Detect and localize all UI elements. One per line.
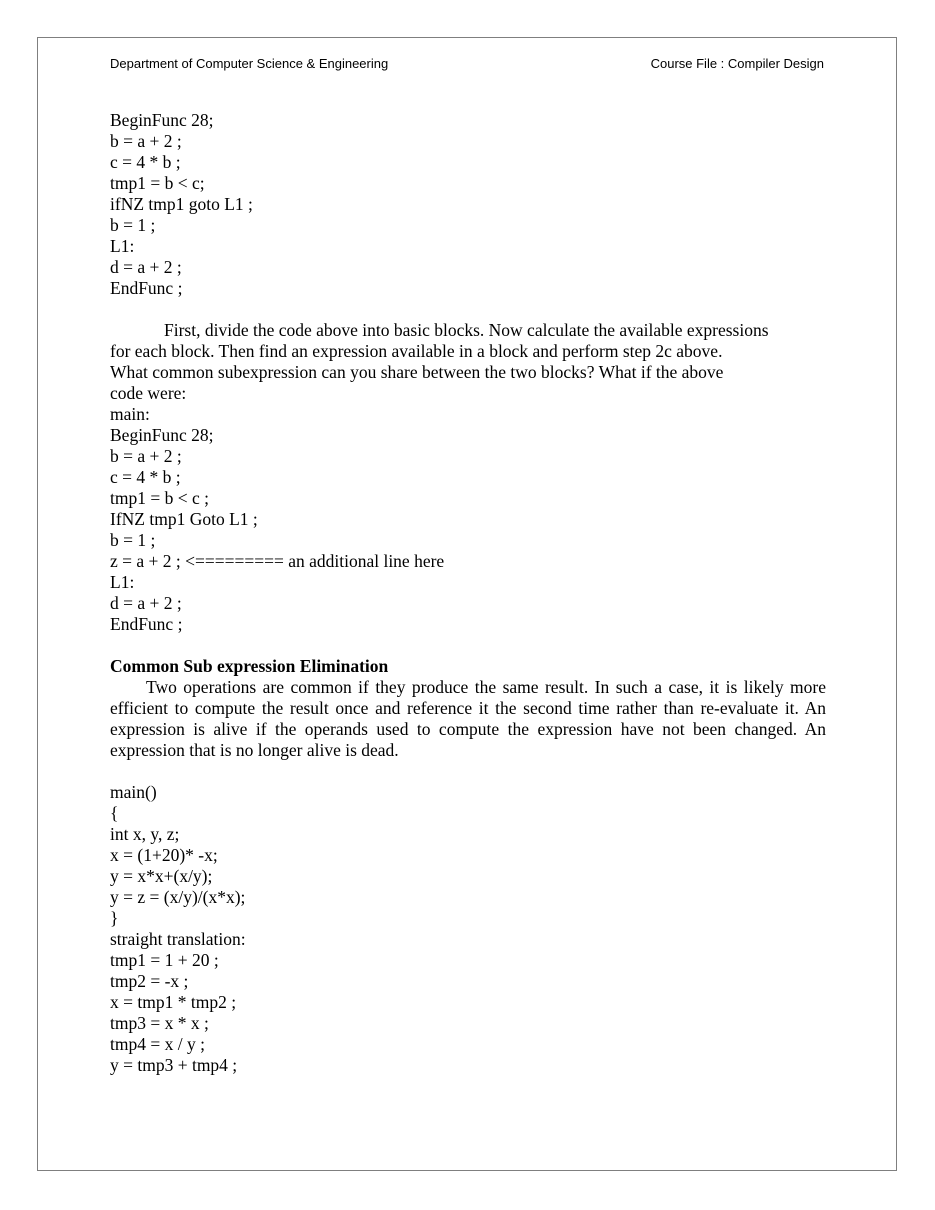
code-line: y = z = (x/y)/(x*x); <box>110 887 246 907</box>
paragraph-cse-definition: Two operations are common if they produce the same result. In such a case, it is likely more efficient to compute the result once and reference it the second time rather than re-evaluate it. An expression is alive if the operands used to compute the expression have not been changed. An expression that is no longer alive is dead. <box>110 677 826 760</box>
page-header <box>110 56 824 71</box>
code-line: tmp1 = 1 + 20 ; <box>110 950 219 970</box>
code-line: b = a + 2 ; <box>110 446 182 466</box>
code-line: } <box>110 908 119 928</box>
code-line: EndFunc ; <box>110 278 183 298</box>
code-line: ifNZ tmp1 goto L1 ; <box>110 194 253 214</box>
code-line: d = a + 2 ; <box>110 593 182 613</box>
paragraph-line: First, divide the code above into basic blocks. Now calculate the available expressions <box>164 320 769 340</box>
code-line: int x, y, z; <box>110 824 180 844</box>
spacer <box>110 299 826 320</box>
code-line: y = x*x+(x/y); <box>110 866 213 886</box>
code-line: y = tmp3 + tmp4 ; <box>110 1055 238 1075</box>
code-line: BeginFunc 28; <box>110 425 214 445</box>
code-line: tmp3 = x * x ; <box>110 1013 209 1033</box>
spacer <box>110 761 826 782</box>
header-course-title: Course File : Compiler Design <box>650 56 824 71</box>
code-line: c = 4 * b ; <box>110 152 181 172</box>
code-line: tmp2 = -x ; <box>110 971 189 991</box>
section-heading: Common Sub expression Elimination <box>110 656 389 676</box>
code-block-3 <box>110 782 826 1076</box>
paragraph-line: for each block. Then find an expression available in a block and perform step 2c above. <box>110 341 723 361</box>
spacer <box>110 635 826 656</box>
code-line: d = a + 2 ; <box>110 257 182 277</box>
code-block-1 <box>110 110 826 299</box>
code-line: tmp4 = x / y ; <box>110 1034 205 1054</box>
header-department: Department of Computer Science & Engineering <box>110 56 389 71</box>
paragraph-basic-blocks <box>110 320 826 404</box>
code-line: b = a + 2 ; <box>110 131 182 151</box>
code-line: IfNZ tmp1 Goto L1 ; <box>110 509 258 529</box>
paragraph-line: What common subexpression can you share between the two blocks? What if the above <box>110 362 724 382</box>
code-line: tmp1 = b < c ; <box>110 488 209 508</box>
code-line: EndFunc ; <box>110 614 183 634</box>
code-line: b = 1 ; <box>110 530 156 550</box>
code-line: z = a + 2 ; <========= an additional line here <box>110 551 445 571</box>
code-line: L1: <box>110 572 135 592</box>
code-line: BeginFunc 28; <box>110 110 214 130</box>
document-body <box>110 110 826 1076</box>
code-line: main() <box>110 782 157 802</box>
code-line: { <box>110 803 119 823</box>
code-line: c = 4 * b ; <box>110 467 181 487</box>
code-line: tmp1 = b < c; <box>110 173 205 193</box>
code-line: x = tmp1 * tmp2 ; <box>110 992 237 1012</box>
code-line: x = (1+20)* -x; <box>110 845 218 865</box>
code-line: straight translation: <box>110 929 246 949</box>
paragraph-line: code were: <box>110 383 187 403</box>
code-line: main: <box>110 404 150 424</box>
code-line: L1: <box>110 236 135 256</box>
code-line: b = 1 ; <box>110 215 156 235</box>
code-block-2 <box>110 404 826 635</box>
